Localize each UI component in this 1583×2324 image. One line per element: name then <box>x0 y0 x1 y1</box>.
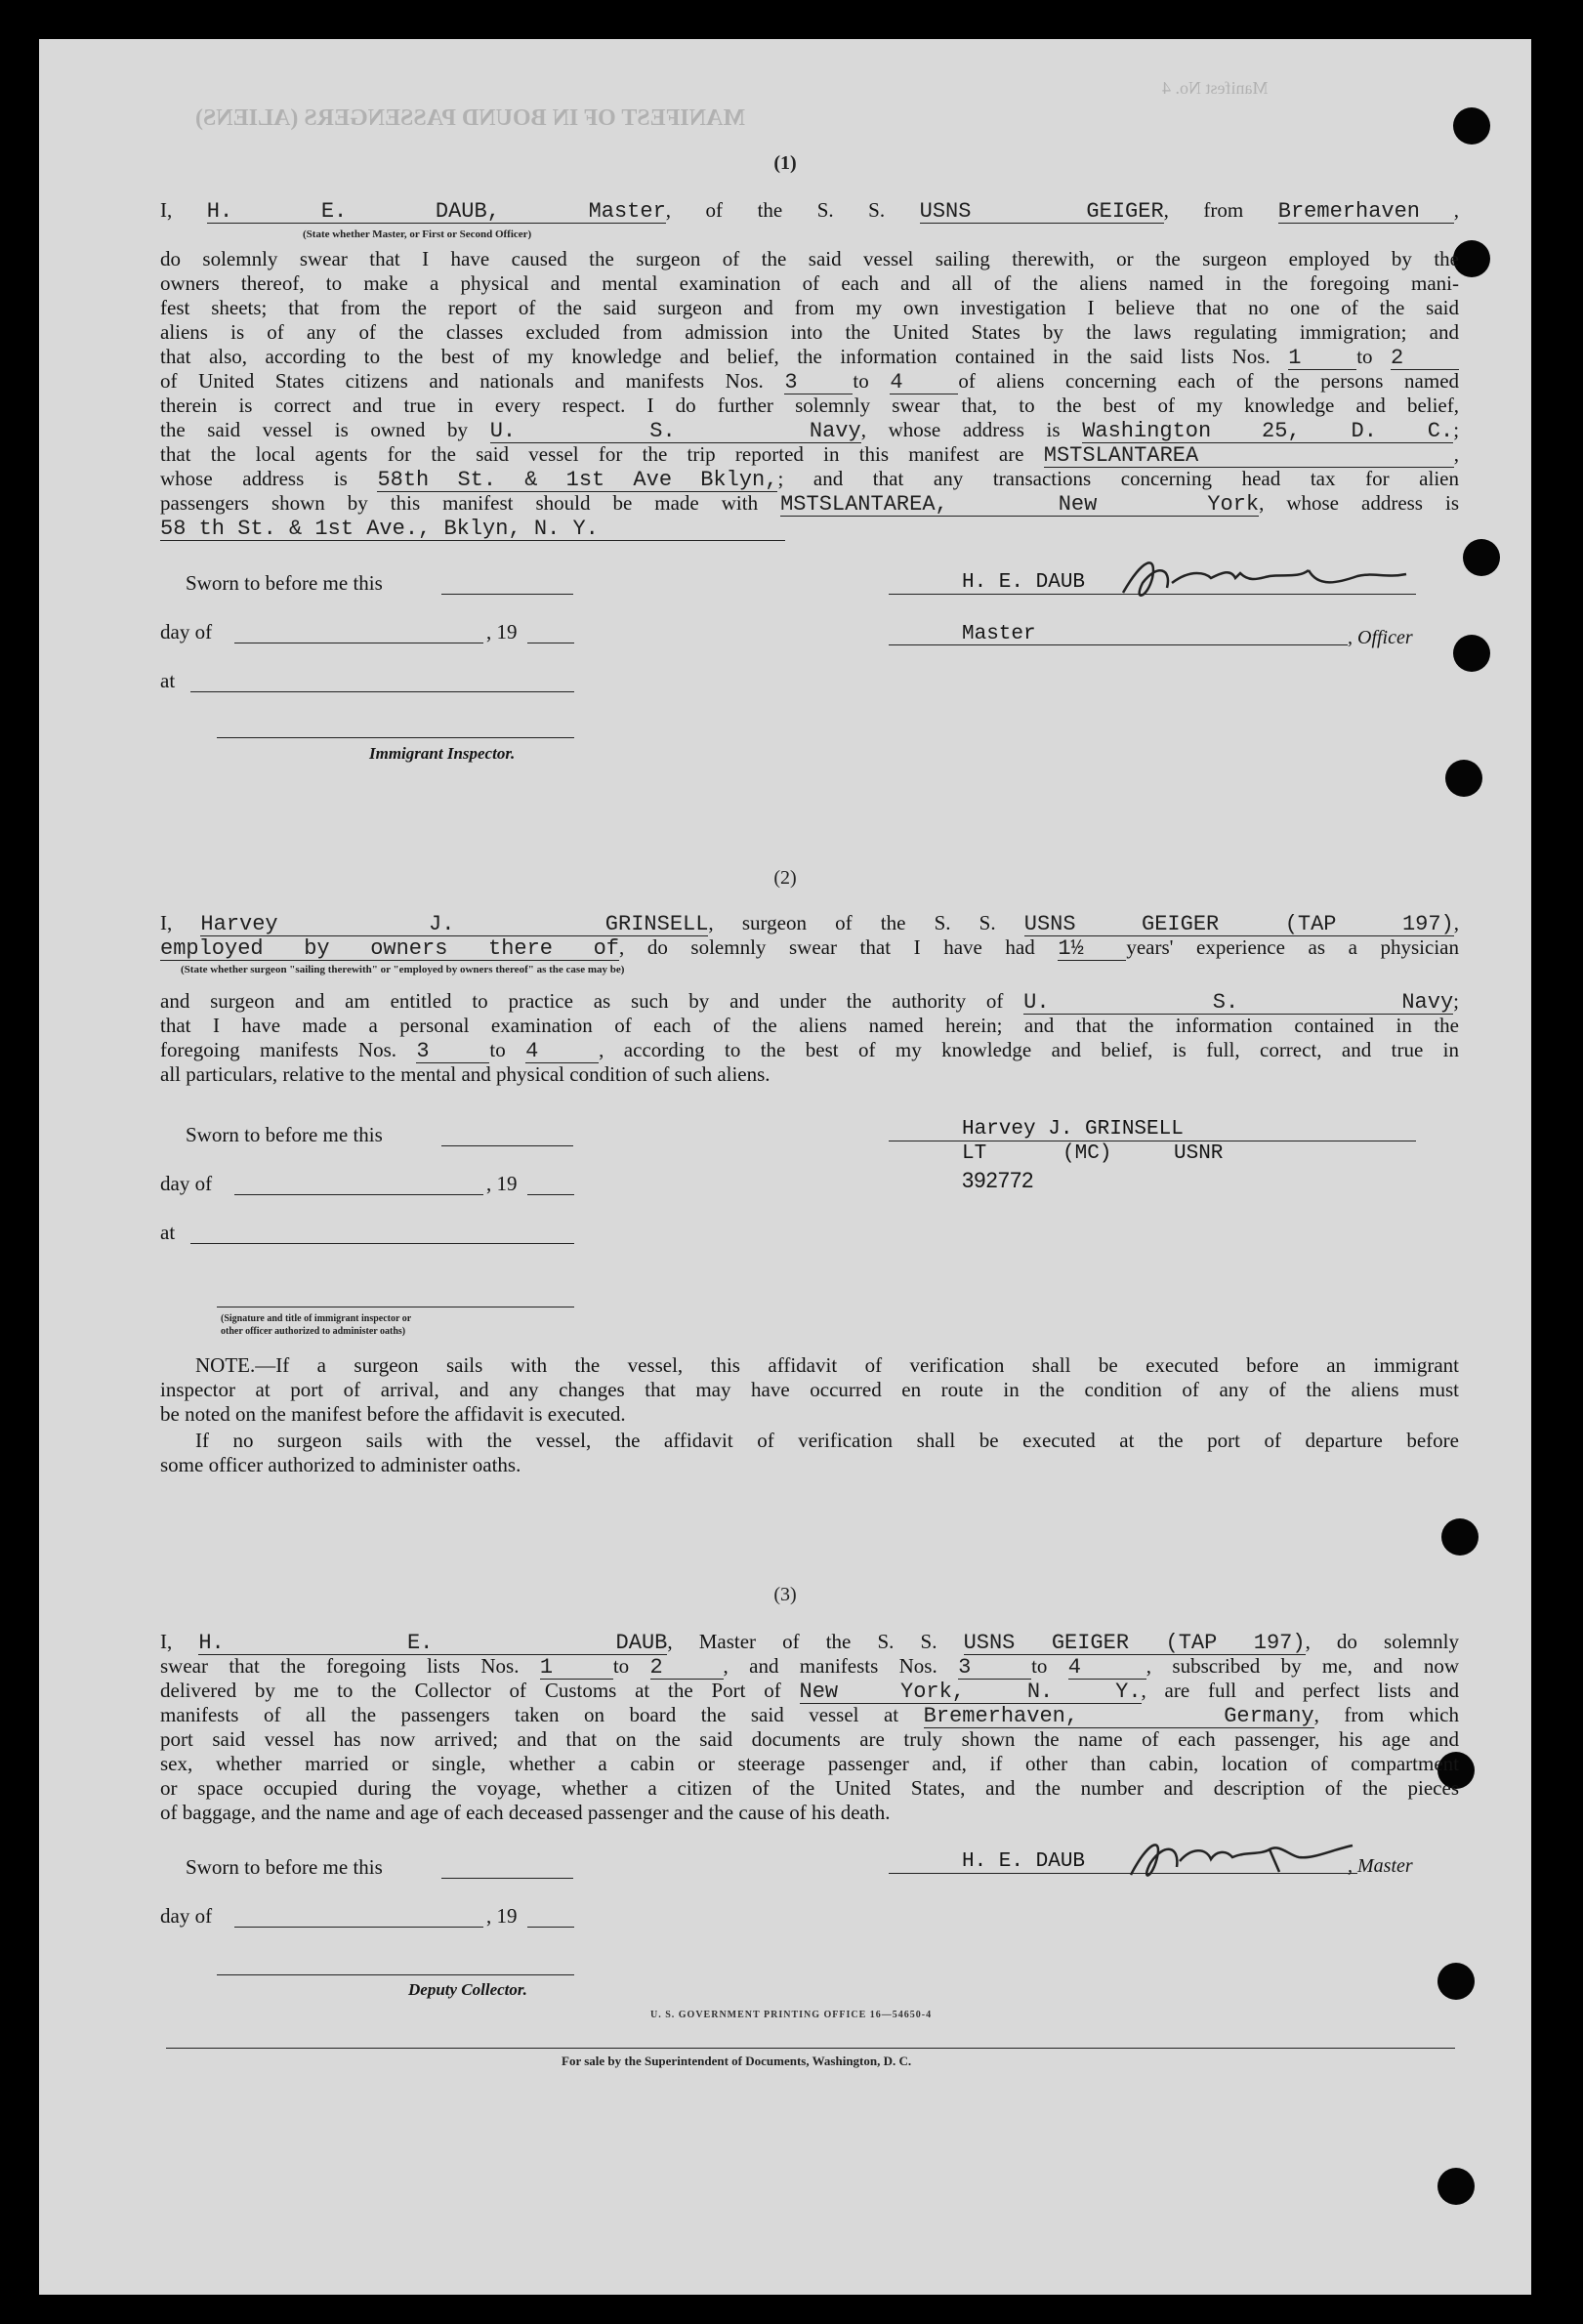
bleed-through-text: Manifest No. 4 <box>1162 78 1269 98</box>
note-line-5: some officer authorized to administer oaths. <box>160 1453 521 1476</box>
master-signature <box>1123 1828 1377 1887</box>
year-label: , 19 <box>486 1172 518 1195</box>
headtax-agent-field: MSTSLANTAREA, New York <box>780 492 1260 517</box>
binder-hole <box>1453 107 1490 145</box>
surgeon-vessel-field: USNS GEIGER (TAP 197) <box>1023 912 1454 936</box>
signature-line <box>234 1927 483 1928</box>
s1-line-4: fest sheets; that from the report of the said surgeon and from my own investigation I believe that no one of the said <box>160 296 1459 319</box>
s3-line-5: port said vessel has now arrived; and that on the said documents are truly shown the name of each passenger, his age and <box>160 1727 1459 1751</box>
s3-list-to-field: 2 <box>650 1657 724 1680</box>
s2-line-3: and surgeon and am entitled to practice as such by and under the authority of U. S. Navy; <box>160 989 1460 1015</box>
surgeon-serial: 392772 <box>962 1168 1034 1192</box>
signature-line <box>889 644 1348 645</box>
s3-line-3: delivered by me to the Collector of Customs at the Port of New York, N. Y., are full and perfect lists and <box>160 1679 1459 1704</box>
s1-line-8: therein is correct and true in every respect. I do further solemnly swear that, to the best of my knowledge and belief, <box>160 394 1459 417</box>
s3-signer-name: H. E. DAUB <box>962 1850 1086 1873</box>
at-label: at <box>160 1221 176 1244</box>
employment-field: employed by owners there of <box>160 936 619 961</box>
year-label: , 19 <box>486 620 518 643</box>
signature-line <box>234 1194 483 1195</box>
owner-address-field: Washington 25, D. C. <box>1082 419 1454 443</box>
officer-rank-hint: (State whether Master, or First or Second Officer) <box>303 228 532 240</box>
manifest-affidavit-page <box>39 39 1531 2295</box>
departure-port-field: Bremerhaven <box>1278 201 1454 224</box>
s2-line-2: employed by owners there of, do solemnly swear that I have had 1½ years' experience as a physician <box>160 935 1459 961</box>
s1-line-5: aliens is of any of the classes excluded from admission into the United States by the laws regulating immigration; and <box>160 320 1459 344</box>
footer-rule <box>166 2048 1455 2049</box>
signature-line <box>527 1194 574 1195</box>
signature-line <box>217 1974 574 1975</box>
surgeon-service: USNR <box>1174 1142 1224 1165</box>
deputy-caption: Deputy Collector. <box>408 1980 527 1999</box>
s3-master-field: H. E. DAUB <box>198 1631 668 1655</box>
master-signature <box>1113 549 1426 607</box>
s1-line-7: of United States citizens and nationals and manifests Nos. 3 to 4 of aliens concerning each of the persons named <box>160 369 1460 394</box>
surgeon-manifest-from-field: 3 <box>416 1041 489 1063</box>
s3-manifest-to-field: 4 <box>1068 1657 1146 1680</box>
binder-hole <box>1437 2168 1475 2205</box>
note-line-3: be noted on the manifest before the affidavit is executed. <box>160 1402 626 1426</box>
master-name-field: H. E. DAUB, Master <box>206 199 666 224</box>
s1-line-11: whose address is 58th St. & 1st Ave Bklyn,; and that any transactions concerning head tax for alien <box>160 467 1459 492</box>
s3-line-7: or space occupied during the voyage, whether a citizen of the United States, and the number and description of the pieces <box>160 1776 1459 1800</box>
authority-field: U. S. Navy <box>1023 990 1454 1015</box>
s1-line-9: the said vessel is owned by U. S. Navy, whose address is Washington 25, D. C.; <box>160 418 1460 443</box>
owner-field: U. S. Navy <box>489 419 861 443</box>
sworn-label: Sworn to before me this <box>186 1855 383 1879</box>
signature-line <box>190 691 574 692</box>
note-line-1: NOTE.—If a surgeon sails with the vessel, this affidavit of verification shall be executed before an immigrant <box>195 1353 1459 1377</box>
note-line-4: If no surgeon sails with the vessel, the affidavit of verification shall be executed at the port of departure before <box>195 1429 1459 1452</box>
s3-port-field: New York, N. Y. <box>799 1680 1142 1704</box>
s3-line-1: I, H. E. DAUB, Master of the S. S. USNS GEIGER (TAP 197), do solemnly <box>160 1630 1460 1655</box>
year-label: , 19 <box>486 1904 518 1928</box>
inspector-signature-caption: (Signature and title of immigrant inspector or <box>221 1313 412 1324</box>
agents-address-field: 58th St. & 1st Ave Bklyn, <box>377 468 778 492</box>
list-to-field: 2 <box>1391 348 1459 370</box>
signature-line <box>190 1243 574 1244</box>
binder-hole <box>1437 1963 1475 2000</box>
day-of-label: day of <box>160 1904 213 1928</box>
manifest-from-field: 3 <box>784 372 853 394</box>
section-number: (3) <box>773 1584 797 1605</box>
agents-field: MSTSLANTAREA <box>1044 445 1454 468</box>
s3-manifest-from-field: 3 <box>958 1657 1031 1680</box>
day-of-label: day of <box>160 620 213 643</box>
section-number: (1) <box>773 152 797 174</box>
binder-hole <box>1453 635 1490 672</box>
s2-line-5: foregoing manifests Nos. 3 to 4 , according to the best of my knowledge and belief, is full, correct, and true in <box>160 1038 1460 1063</box>
s2-line-6: all particulars, relative to the mental and physical condition of such aliens. <box>160 1062 771 1086</box>
s2-line-1: I, Harvey J. GRINSELL, surgeon of the S. S. USNS GEIGER (TAP 197), <box>160 911 1460 936</box>
s1-line-6: that also, according to the best of my knowledge and belief, the information contained in the said lists Nos. 1 to 2 <box>160 344 1459 370</box>
at-label: at <box>160 669 176 692</box>
inspector-signature-caption: other officer authorized to administer oaths) <box>221 1326 406 1337</box>
signature-line <box>441 594 573 595</box>
officer-label: , Officer <box>1348 627 1413 648</box>
binder-hole <box>1463 539 1500 576</box>
s3-line-4: manifests of all the passengers taken on board the said vessel at Bremerhaven, Germany, from which <box>160 1703 1459 1728</box>
manifest-to-field: 4 <box>890 372 958 394</box>
s1-line-3: owners thereof, to make a physical and mental examination of each and all of the aliens named in the foregoing mani- <box>160 271 1459 295</box>
sale-notice: For sale by the Superintendent of Documents, Washington, D. C. <box>562 2054 912 2068</box>
signature-line <box>217 737 574 738</box>
s3-line-2: swear that the foregoing lists Nos. 1 to 2 , and manifests Nos. 3 to 4 , subscribed by me, and now <box>160 1654 1460 1680</box>
s1-line-12: passengers shown by this manifest should be made with MSTSLANTAREA, New York, whose address is <box>160 491 1459 517</box>
vessel-name-field: USNS GEIGER <box>919 199 1164 224</box>
s2-line-4: that I have made a personal examination of each of the aliens named herein; and that the information contained in the <box>160 1014 1459 1037</box>
signature-line <box>441 1145 573 1146</box>
s1-line-2: do solemnly swear that I have caused the surgeon of the said vessel sailing therewith, or the surgeon employed by the <box>160 247 1459 270</box>
binder-hole <box>1445 760 1482 797</box>
master-suffix-label: , Master <box>1348 1855 1413 1877</box>
sworn-label: Sworn to before me this <box>186 1123 383 1146</box>
s1-line-13 <box>160 515 785 541</box>
s3-boarded-field: Bremerhaven, Germany <box>923 1704 1314 1728</box>
years-field: 1½ <box>1058 938 1126 961</box>
surgeon-manifest-to-field: 4 <box>525 1041 599 1063</box>
s1-line-1: I, H. E. DAUB, Master, of the S. S. USNS GEIGER, from Bremerhaven , <box>160 198 1460 224</box>
gpo-imprint: U. S. GOVERNMENT PRINTING OFFICE 16—54650-4 <box>650 2010 933 2020</box>
signature-line <box>527 1927 574 1928</box>
surgeon-name-field: Harvey J. GRINSELL <box>200 912 709 936</box>
bleed-through-text: MANIFEST OF IN BOUND PASSENGERS (ALIENS) <box>195 105 745 131</box>
surgeon-signer-name: Harvey J. GRINSELL <box>962 1118 1184 1141</box>
s3-list-from-field: 1 <box>540 1657 613 1680</box>
employment-hint: (State whether surgeon "sailing therewith" or "employed by owners thereof" as the case may be) <box>181 964 625 975</box>
s3-line-6: sex, whether married or single, whether a cabin or steerage passenger and, if other than cabin, location of compartment <box>160 1752 1459 1775</box>
signature-line <box>441 1878 573 1879</box>
surgeon-corps: (MC) <box>1062 1142 1112 1165</box>
section-number: (2) <box>773 867 797 889</box>
inspector-caption: Immigrant Inspector. <box>369 744 516 763</box>
signature-line <box>889 594 1416 595</box>
s3-line-8: of baggage, and the name and age of each deceased passenger and the cause of his death. <box>160 1801 891 1824</box>
note-line-2: inspector at port of arrival, and any changes that may have occurred en route in the condition of any of the aliens must <box>160 1378 1459 1401</box>
signature-line <box>889 1873 1357 1874</box>
binder-hole <box>1441 1518 1479 1556</box>
headtax-address-field: 58 th St. & 1st Ave., Bklyn, N. Y. <box>160 519 785 541</box>
sworn-label: Sworn to before me this <box>186 571 383 595</box>
master-title: Master <box>962 623 1036 645</box>
s3-vessel-field: USNS GEIGER (TAP 197) <box>963 1631 1306 1655</box>
day-of-label: day of <box>160 1172 213 1195</box>
list-from-field: 1 <box>1288 348 1356 370</box>
master-signer-name: H. E. DAUB <box>962 571 1086 594</box>
s1-line-10: that the local agents for the said vessel for the trip reported in this manifest are MSTSLANTAREA , <box>160 442 1460 468</box>
surgeon-rank: LT <box>962 1142 987 1165</box>
